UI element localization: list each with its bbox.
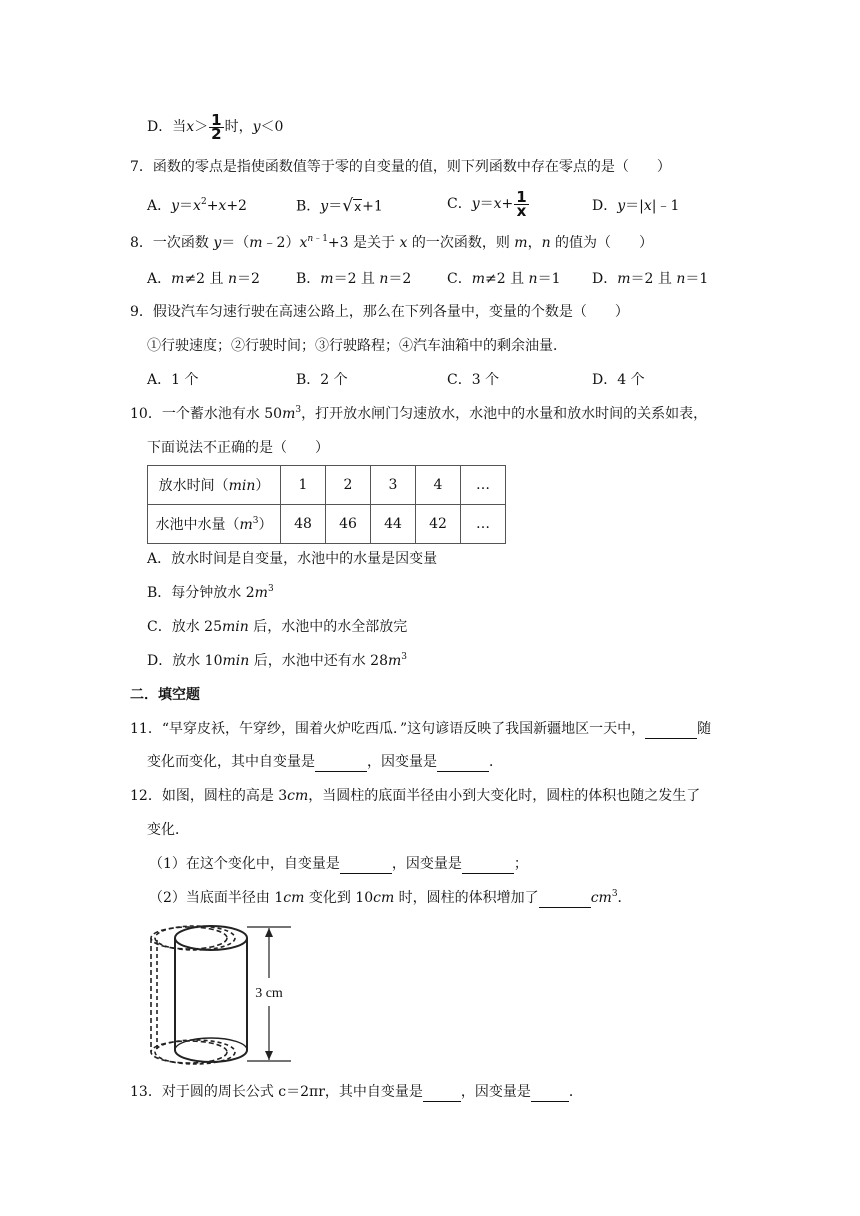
table-cell: 46 xyxy=(326,505,371,544)
row-header: 水池中水量$(m^3)$ xyxy=(148,505,281,544)
q11-line2: 变化而变化，其中自变量是 ，因变量是 ． xyxy=(147,754,503,770)
text: ＝ xyxy=(328,198,343,215)
q13-text: 13．对于圆的周长公式 c＝2πr，其中自变量是 ，因变量是 ． xyxy=(130,1084,583,1100)
q6-option-d xyxy=(147,112,283,142)
table-row xyxy=(148,505,506,544)
q9-option-a: A．1 个 xyxy=(147,372,199,388)
text: 时， xyxy=(224,119,253,135)
table-row xyxy=(148,466,506,505)
table-cell: 4 xyxy=(416,466,461,505)
var: y xyxy=(252,119,261,135)
table-cell: 1 xyxy=(281,466,326,505)
text: ＜0 xyxy=(260,119,284,135)
section-title: 二．填空题 xyxy=(130,687,200,703)
q10-option-b: B．每分钟放水 $2m^3$ xyxy=(147,584,274,601)
cylinder-figure xyxy=(143,920,295,1070)
q7-option-d: D．y＝|x|﹣1 xyxy=(592,198,680,214)
denominator: x xyxy=(516,201,527,220)
text: + xyxy=(501,196,514,212)
q9-items: ①行驶速度；②行驶时间；③行驶路程；④汽车油箱中的剩余油量． xyxy=(147,338,567,354)
numerator: 1 xyxy=(516,187,527,206)
table-cell: 42 xyxy=(416,505,461,544)
fraction xyxy=(209,110,223,143)
q12-line1: 12．如图，圆柱的高是 3cm，当圆柱的底面半径由小到大变化时，圆柱的体积也随之发生了 xyxy=(130,788,701,804)
table-cell: 3 xyxy=(371,466,416,505)
text: +1 xyxy=(362,198,383,215)
numerator: 1 xyxy=(211,110,222,129)
table-cell: 2 xyxy=(326,466,371,505)
q10-option-d: D．放水 10min 后，水池中还有水 $28m^3$ xyxy=(147,652,408,669)
denominator: 2 xyxy=(211,124,222,143)
q10-stem-line2: 下面说法不正确的是（ ） xyxy=(147,440,329,456)
q10-option-c: C．放水 25min 后，水池中的水全部放完 xyxy=(147,619,408,635)
q9-option-c: C．3 个 xyxy=(447,372,500,388)
q12-sub1: （1）在这个变化中，自变量是 ，因变量是 ； xyxy=(149,856,528,872)
table-cell: 44 xyxy=(371,505,416,544)
table-cell: … xyxy=(461,466,506,505)
table-cell: … xyxy=(461,505,506,544)
text: D．当 xyxy=(147,119,187,135)
fraction xyxy=(514,187,528,220)
q7-option-b xyxy=(296,196,383,217)
q8-option-d: D．m＝2 且 n＝1 xyxy=(592,271,709,287)
q10-stem-line1: 10．一个蓄水池有水 $50m^3$，打开放水闸门匀速放水，水池中的水量和放水时间的关系如表， xyxy=(130,405,708,422)
q7-option-c xyxy=(447,186,530,222)
text: C． xyxy=(447,196,472,212)
q8-option-a: A．m≠2 且 n＝2 xyxy=(147,271,260,287)
q11-line1: 11．“早穿皮袄，午穿纱，围着火炉吃西瓜．”这句谚语反映了我国新疆地区一天中， 随 xyxy=(130,721,712,737)
sqrt: √x xyxy=(342,196,362,216)
q9-stem: 9．假设汽车匀速行驶在高速公路上，那么在下列各量中，变量的个数是（ ） xyxy=(130,304,629,320)
q7-option-a: A．$y=x^2+x+2$ xyxy=(147,197,247,214)
q8-option-c: C．m≠2 且 n＝1 xyxy=(447,271,561,287)
text: ＞ xyxy=(194,119,209,135)
radicand: x xyxy=(354,200,362,214)
var: x xyxy=(186,119,195,135)
table-cell: 48 xyxy=(281,505,326,544)
figure-height-label: 3 cm xyxy=(255,986,283,1001)
q7-stem: 7．函数的零点是指使函数值等于零的自变量的值，则下列函数中存在零点的是（ ） xyxy=(130,159,671,175)
var: y xyxy=(320,198,329,215)
text: ＝ xyxy=(479,196,494,212)
var: x xyxy=(493,196,502,212)
q9-option-d: D．4 个 xyxy=(592,372,645,388)
q12-line2: 变化． xyxy=(147,822,189,838)
q9-option-b: B．2 个 xyxy=(296,372,348,388)
text: B． xyxy=(296,198,321,215)
row-header: 放水时间（min） xyxy=(148,466,281,505)
var: y xyxy=(471,196,480,212)
q10-option-a: A．放水时间是自变量，水池中的水量是因变量 xyxy=(147,551,438,567)
q12-sub2: （2）当底面半径由 1cm 变化到 10cm 时，圆柱的体积增加了 $cm^3$． xyxy=(149,889,632,906)
q8-option-b: B．m＝2 且 n＝2 xyxy=(296,271,412,287)
water-table xyxy=(147,465,506,544)
q8-stem: 8．一次函数 $y=(m﹣2)x^{n﹣1}+3$ 是关于 x 的一次函数，则 m，n 的值为（ ） xyxy=(130,234,654,251)
